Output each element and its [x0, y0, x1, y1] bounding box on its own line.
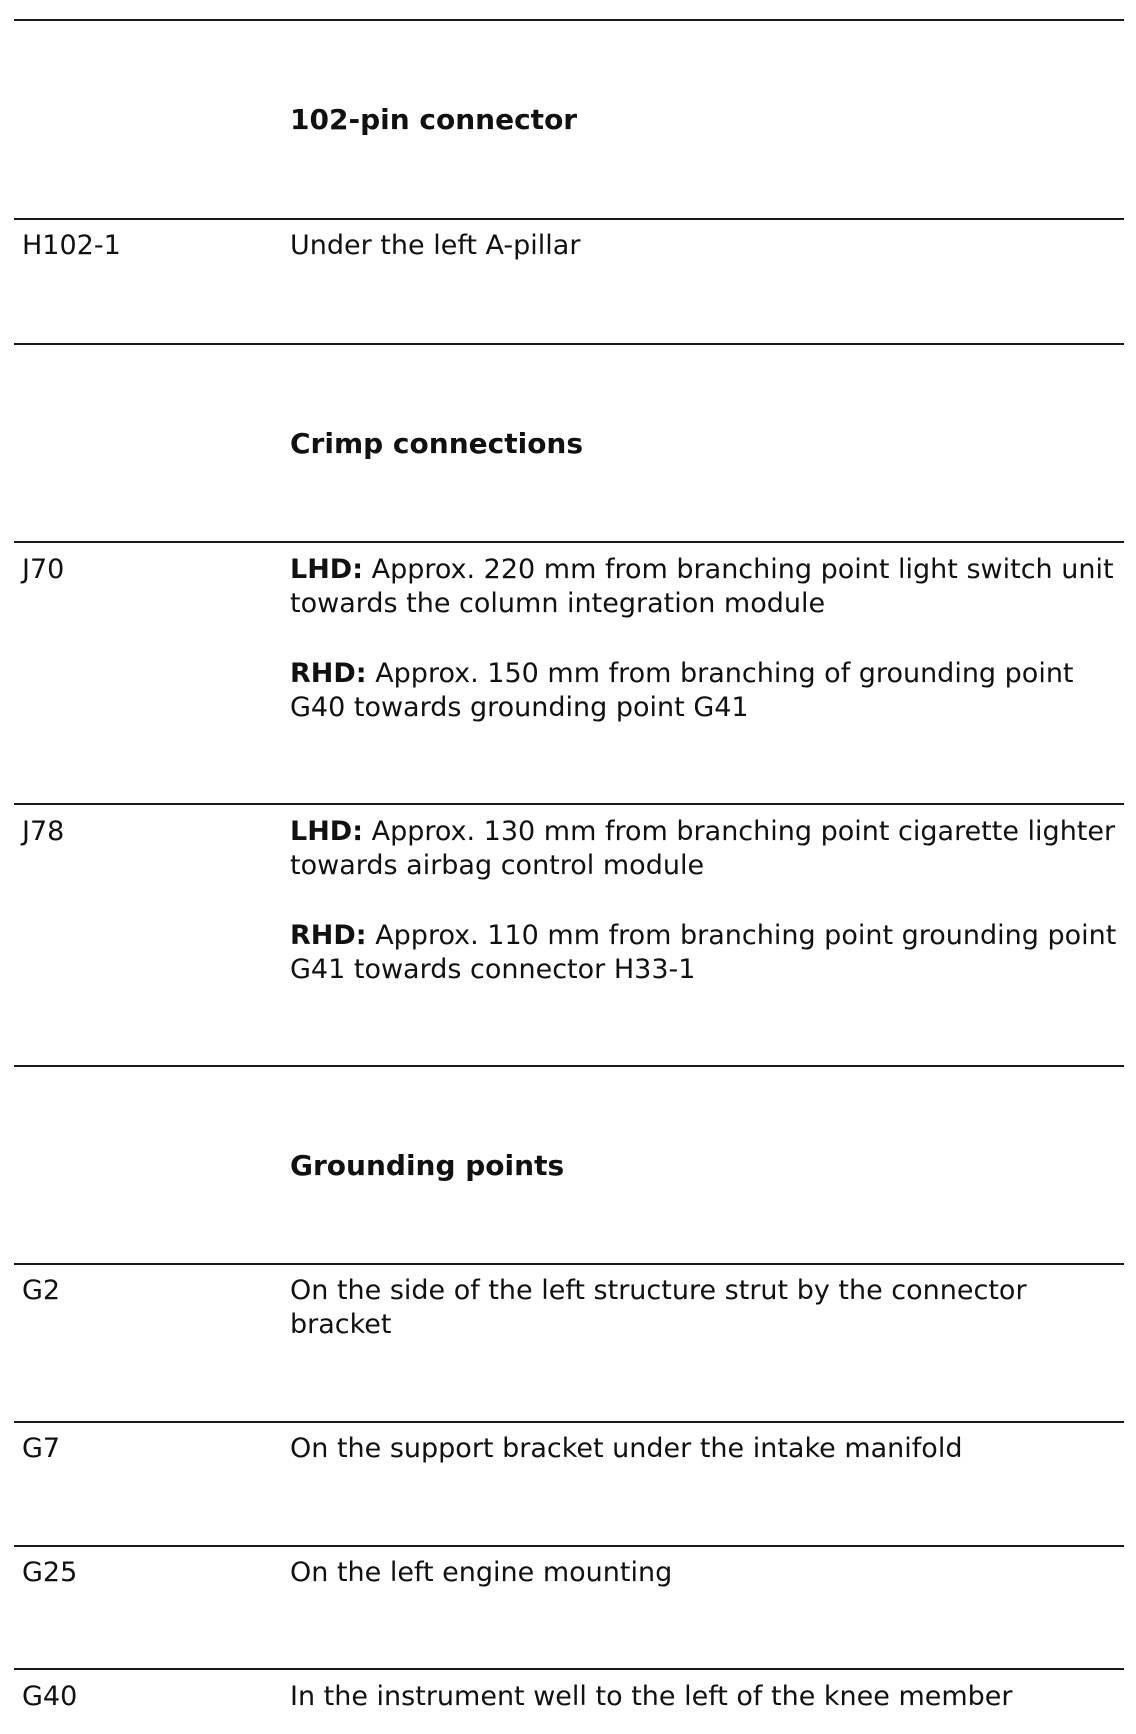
location-text: On the left engine mounting	[290, 1557, 673, 1588]
component-location	[290, 1432, 1120, 1466]
table-rule	[14, 1263, 1124, 1265]
component-code: J78	[22, 816, 65, 847]
component-code: J70	[22, 554, 65, 585]
component-code: G2	[22, 1275, 61, 1306]
table-rule	[14, 1065, 1124, 1067]
component-location	[290, 815, 1120, 987]
lhd-tag: LHD:	[290, 554, 364, 585]
location-text: Under the left A-pillar	[290, 230, 581, 261]
location-text: Approx. 110 mm from branching point grounding point G41 towards connector H33-1	[290, 920, 1117, 985]
component-code: G7	[22, 1433, 61, 1464]
location-text: In the instrument well to the left of the knee member	[290, 1681, 1013, 1712]
rhd-tag: RHD:	[290, 920, 367, 951]
table-rule	[14, 19, 1124, 21]
table-rule	[14, 1421, 1124, 1423]
component-code: G25	[22, 1557, 78, 1588]
location-entry	[290, 553, 1120, 621]
component-code: H102-1	[22, 230, 121, 261]
component-location	[290, 553, 1120, 725]
table-rule	[14, 1668, 1124, 1670]
table-rule	[14, 1545, 1124, 1547]
section-heading: Crimp connections	[290, 427, 584, 460]
location-text: On the support bracket under the intake manifold	[290, 1433, 963, 1464]
location-text: Approx. 220 mm from branching point light switch unit towards the column integration module	[290, 554, 1114, 619]
location-text: On the side of the left structure strut by the connector bracket	[290, 1275, 1027, 1340]
component-code: G40	[22, 1681, 78, 1712]
component-location	[290, 229, 1120, 263]
component-location	[290, 1556, 1120, 1590]
section-heading: Grounding points	[290, 1149, 565, 1182]
lhd-tag: LHD:	[290, 816, 364, 847]
location-entry	[290, 919, 1120, 987]
rhd-tag: RHD:	[290, 658, 367, 689]
component-location	[290, 1680, 1120, 1714]
section-heading: 102-pin connector	[290, 103, 578, 136]
table-rule	[14, 218, 1124, 220]
table-rule	[14, 343, 1124, 345]
component-location	[290, 1274, 1120, 1342]
location-entry	[290, 815, 1120, 883]
location-text: Approx. 130 mm from branching point cigarette lighter towards airbag control module	[290, 816, 1116, 881]
location-text: Approx. 150 mm from branching of grounding point G40 towards grounding point G41	[290, 658, 1074, 723]
location-entry	[290, 657, 1120, 725]
table-rule	[14, 803, 1124, 805]
table-rule	[14, 541, 1124, 543]
